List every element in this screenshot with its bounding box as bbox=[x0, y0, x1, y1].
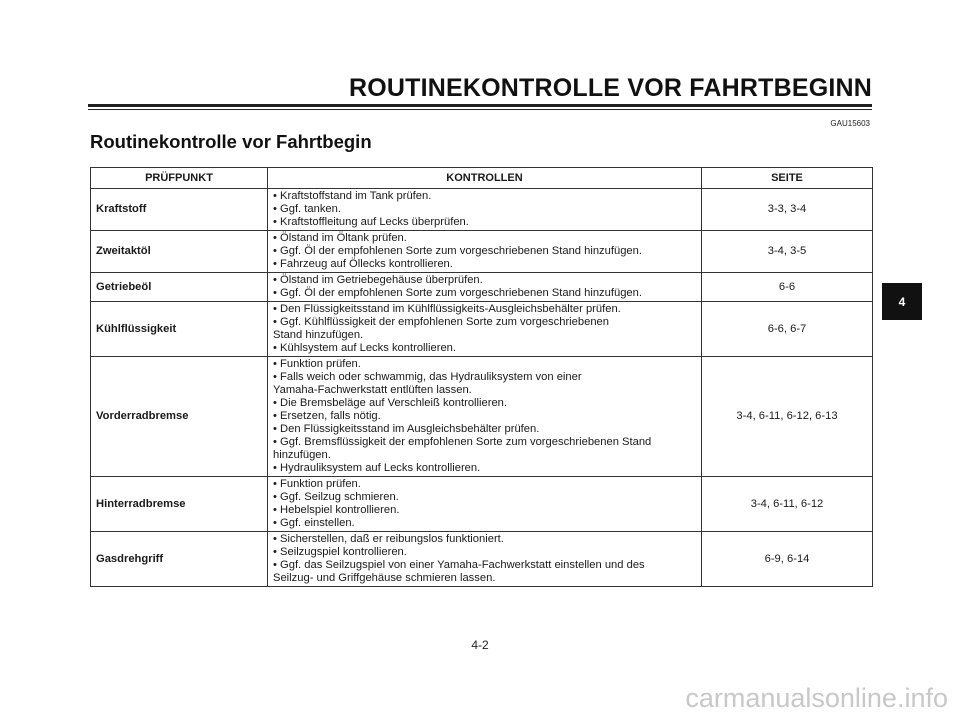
column-header-item: PRÜFPUNKT bbox=[91, 168, 268, 189]
check-list bbox=[268, 273, 702, 302]
check-item: Gasdrehgriff bbox=[91, 532, 268, 587]
check-list bbox=[268, 357, 702, 477]
page-reference: 6-6, 6-7 bbox=[702, 302, 873, 357]
check-item: Getriebeöl bbox=[91, 273, 268, 302]
check-line: • Ggf. Öl der empfohlenen Sorte zum vorgeschriebenen Stand hinzufügen. bbox=[273, 287, 642, 299]
page-reference: 3-4, 6-11, 6-12, 6-13 bbox=[702, 357, 873, 477]
chapter-tab: 4 bbox=[882, 283, 922, 320]
header-rule-thick bbox=[88, 104, 872, 107]
table-row bbox=[91, 477, 873, 532]
table-row bbox=[91, 273, 873, 302]
check-line: • Sicherstellen, daß er reibungslos funktioniert. bbox=[273, 533, 504, 545]
page-reference: 3-4, 6-11, 6-12 bbox=[702, 477, 873, 532]
check-line: • Ggf. einstellen. bbox=[273, 517, 355, 529]
table-row bbox=[91, 302, 873, 357]
check-item: Zweitaktöl bbox=[91, 231, 268, 273]
check-line: • Ggf. Kühlflüssigkeit der empfohlenen Sorte zum vorgeschriebenen bbox=[273, 316, 609, 328]
check-line: • Kraftstoffleitung auf Lecks überprüfen. bbox=[273, 216, 469, 228]
section-title: Routinekontrolle vor Fahrtbegin bbox=[90, 131, 372, 152]
check-line: Stand hinzufügen. bbox=[273, 329, 364, 341]
check-line: • Funktion prüfen. bbox=[273, 478, 361, 490]
check-list bbox=[268, 477, 702, 532]
check-list bbox=[268, 532, 702, 587]
check-line: • Ölstand im Getriebegehäuse überprüfen. bbox=[273, 274, 483, 286]
check-line: Seilzug- und Griffgehäuse schmieren lassen. bbox=[273, 572, 496, 584]
check-line: • Seilzugspiel kontrollieren. bbox=[273, 546, 407, 558]
check-line: • Kühlsystem auf Lecks kontrollieren. bbox=[273, 342, 456, 354]
page-reference: 3-3, 3-4 bbox=[702, 189, 873, 231]
check-line: hinzufügen. bbox=[273, 449, 331, 461]
check-line: • Hydrauliksystem auf Lecks kontrollieren. bbox=[273, 462, 481, 474]
check-line: • Ggf. Öl der empfohlenen Sorte zum vorgeschriebenen Stand hinzufügen. bbox=[273, 245, 642, 257]
check-line: • Kraftstoffstand im Tank prüfen. bbox=[273, 190, 432, 202]
check-item: Kühlflüssigkeit bbox=[91, 302, 268, 357]
table-row bbox=[91, 231, 873, 273]
table-row bbox=[91, 357, 873, 477]
check-line: • Ggf. das Seilzugspiel von einer Yamaha-Fachwerkstatt einstellen und des bbox=[273, 559, 645, 571]
header-rule-thin bbox=[88, 109, 872, 110]
check-line: • Ggf. Seilzug schmieren. bbox=[273, 491, 399, 503]
header-title: ROUTINEKONTROLLE VOR FAHRTBEGINN bbox=[348, 74, 872, 102]
check-line: • Den Flüssigkeitsstand im Kühlflüssigkeits-Ausgleichsbehälter prüfen. bbox=[273, 303, 621, 315]
table-header-row bbox=[91, 168, 873, 189]
table-body bbox=[91, 189, 873, 587]
page-reference: 6-9, 6-14 bbox=[702, 532, 873, 587]
check-line: • Fahrzeug auf Öllecks kontrollieren. bbox=[273, 258, 453, 270]
watermark: carmanualsonline.info bbox=[685, 683, 948, 713]
checklist-table bbox=[90, 167, 873, 587]
page-reference: 6-6 bbox=[702, 273, 873, 302]
check-line: • Ersetzen, falls nötig. bbox=[273, 410, 381, 422]
table-row bbox=[91, 189, 873, 231]
check-line: • Falls weich oder schwammig, das Hydrauliksystem von einer bbox=[273, 371, 582, 383]
check-item: Hinterradbremse bbox=[91, 477, 268, 532]
check-list bbox=[268, 189, 702, 231]
column-header-page: SEITE bbox=[702, 168, 873, 189]
page-number: 4-2 bbox=[471, 638, 489, 652]
page-reference: 3-4, 3-5 bbox=[702, 231, 873, 273]
check-line: • Ölstand im Öltank prüfen. bbox=[273, 232, 407, 244]
check-line: • Funktion prüfen. bbox=[273, 358, 361, 370]
check-list bbox=[268, 302, 702, 357]
check-line: • Ggf. tanken. bbox=[273, 203, 341, 215]
table-row bbox=[91, 532, 873, 587]
check-item: Kraftstoff bbox=[91, 189, 268, 231]
document-code: GAU15603 bbox=[830, 119, 870, 128]
check-line: Yamaha-Fachwerkstatt entlüften lassen. bbox=[273, 384, 472, 396]
check-line: • Die Bremsbeläge auf Verschleiß kontrollieren. bbox=[273, 397, 507, 409]
check-list bbox=[268, 231, 702, 273]
check-item: Vorderradbremse bbox=[91, 357, 268, 477]
check-line: • Hebelspiel kontrollieren. bbox=[273, 504, 400, 516]
column-header-checks: KONTROLLEN bbox=[268, 168, 702, 189]
check-line: • Den Flüssigkeitsstand im Ausgleichsbehälter prüfen. bbox=[273, 423, 540, 435]
check-line: • Ggf. Bremsflüssigkeit der empfohlenen Sorte zum vorgeschriebenen Stand bbox=[273, 436, 652, 448]
